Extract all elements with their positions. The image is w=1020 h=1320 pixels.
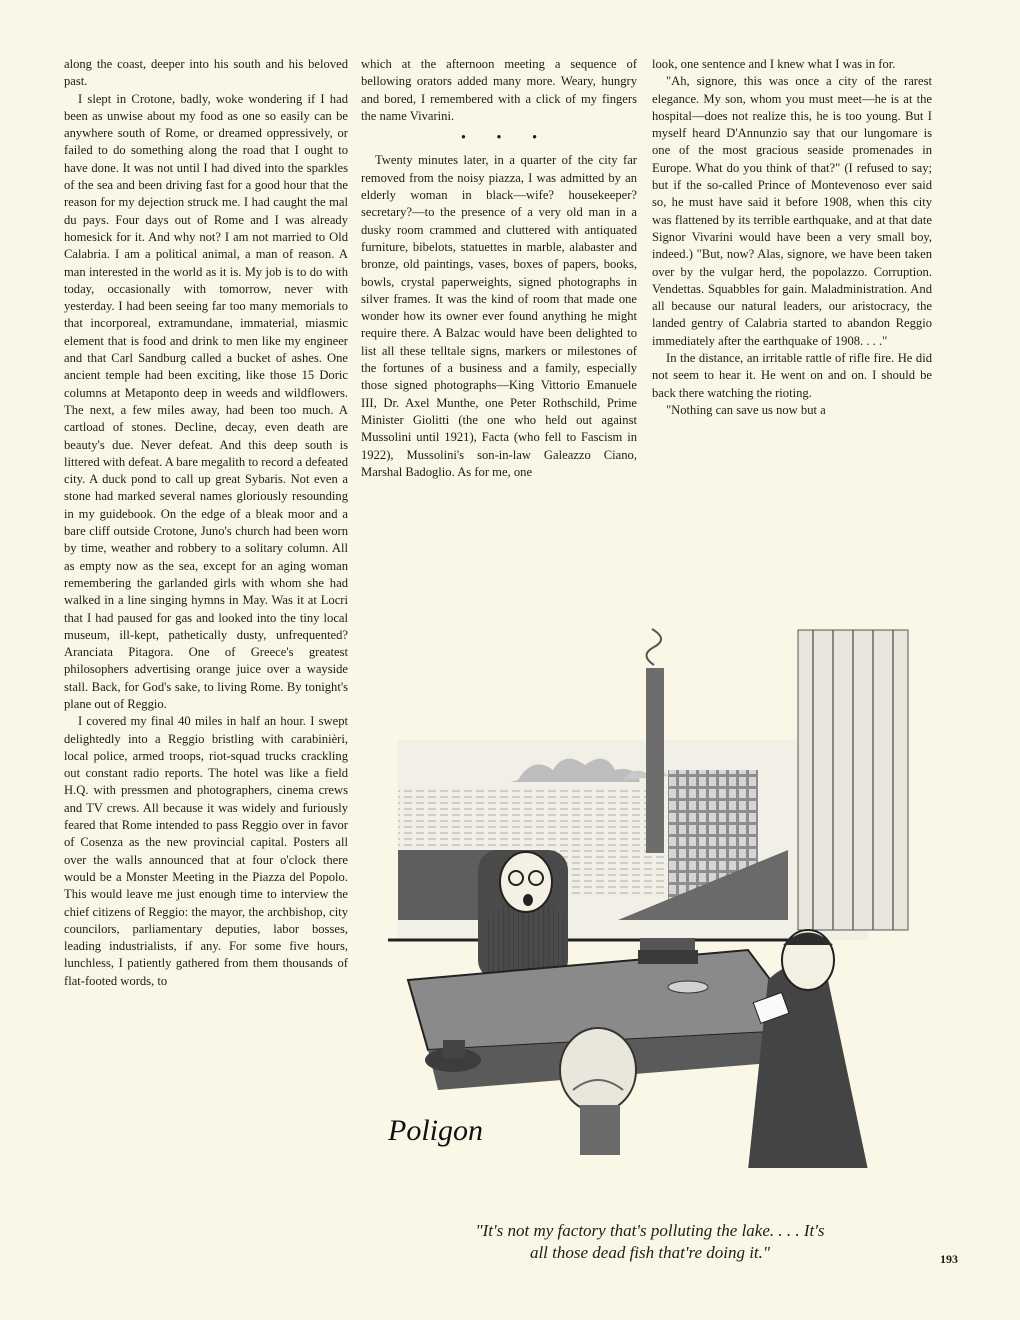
caption-line: all those dead fish that're doing it.": [529, 1243, 771, 1262]
paragraph: In the distance, an irritable rattle of rifle fire. He did not seem to hear it. He went on and on. I should be back there watching the rioting.: [652, 351, 932, 400]
factory-chimney: [646, 668, 664, 853]
paragraph: I covered my final 40 miles in half an hour. I swept delightedly into a Reggio bristling with carabinièri, local police, armed troops, riot-squad trucks crackling out constant radio reports. The hotel was like a field H.Q. with pressmen and photographers, cinema crews and TV crews. All because it was widely and furiously feared that Rome intended to pass Reggio over in favor of Cosenza as the new provincial capital. Posters all over the walls announced that at four o'clock there would be a Monster Meeting in the Piazza del Popolo. This would leave me just enough time to interview the chief citizens of Reggio: the mayor, the archbishop, city councilors, parliamentary deputies, labor bosses, leading industrialists, if any. For some five hours, lunchless, I patiently gathered from them thousands of flat-footed words, to: [64, 714, 348, 988]
article-column-3: [652, 56, 932, 419]
paragraph: Twenty minutes later, in a quarter of the city far removed from the noisy piazza, I was admitted by an elderly woman in black—wife? housekeeper? secretary?—to the presence of a very old man in a dusky room crammed and cluttered with antiquated furniture, bibelots, statuettes in marble, alabaster and bronze, old paintings, vases, boxes of papers, books, bowls, crystal paperweights, signed photographs in silver frames. It was the kind of room that made one wonder how its owner ever found anything he might require there. A Balzac would have been delighted to list all these telltale signs, markers or milestones of the fortunes of a business and a family, especially those signed photographs—King Vittorio Emanuele III, Dr. Axel Munthe, one Peter Rothschild, Prime Minister Giolitti (the one who held out against Mussolini until 1921), Facta (who fell to Fascism in 1922), Mussolini's son-in-law Galeazzo Ciano, Marshal Badoglio. As for me, one: [361, 153, 637, 479]
paragraph: look, one sentence and I knew what I was in for.: [652, 57, 896, 71]
cartoon-illustration: [368, 620, 930, 1168]
caption-line: "It's not my factory that's polluting the lake. . . . It's: [475, 1221, 825, 1240]
secretary-head: [560, 1028, 636, 1112]
paragraph: "Nothing can save us now but a: [666, 402, 826, 417]
article-column-1: [64, 56, 348, 990]
cartoon-caption: [400, 1220, 900, 1264]
article-column-2: [361, 56, 637, 481]
paragraph: along the coast, deeper into his south and his beloved past.: [64, 57, 348, 89]
paragraph: "Ah, signore, this was once a city of the rarest elegance. My son, whom you must meet—he is at the hospital—does not realize this, he is too young. But I myself heard D'Annunzio say that our lungomare is one of the most gracious seaside promenades in Europe. What do you think of that?" (I refused to say; but if the so-called Prince of Montevenoso ever said so, he must have said it before 1908, when this city was flattened by its terrible earthquake, and at that date Signor Vivarini would have been a very small boy, indeed.) "But, now? Alas, signore, we have been taken over by the vulgar herd, the popolazzo. Corruption. Vendettas. Squabbles for gain. Maladministration. And all because our natural leaders, our aristocracy, the landed gentry of Calabria started to abandon Reggio immediately after the earthquake of 1908. . . .": [652, 74, 932, 348]
page-number: 193: [940, 1252, 958, 1266]
paragraph: I slept in Crotone, badly, woke wondering if I had been as unwise about my food as one so easily can be anywhere south of Rome, or dreamed oppressively, or failed to do something along the road that I ought to have done. It was not until I had dived into the sparkles of the sea and been driving fast for a good hour that the reason for my dejection struck me. I had caught the mal du pays. Four days out of Rome and I was already homesick for it. And why not? I am not married to Old Calabria. I am a political animal, a man of reason. A man interested in the world as it is. My job is to do with today, occasionally with tomorrow, never with yesterday. I had been seeing far too many memorials to that incorporeal, extramundane, immaterial, miasmic element that is food and drink to men like my engineer and that Carl Sandburg called a bucket of ashes. One ancient temple had been exciting, like those 15 Doric columns at Metaponto deep in weeds and wildflowers. The next, a few miles away, had been too much. A cartload of stones. Decline, decay, even death are beauty's due. Never defeat. And this deep south is littered with defeat. A bare megalith to record a defeated city. A duck pond to call up great Sybaris. Not even a stone had marked several names gloriously resounding in my guidebook. On the edge of a bleak moor and a bare cliff outside Crotone, Juno's church had been worn by time, weather and robbery to a solitary column. All as empty now as the sea, except for an aging woman remembering the garlanded girls with whom she had walked in a line singing hymns in May. Was it at Locri that I had paused for gas and looked into the tiny local museum, ill-kept, pathetically dusty, unfrequented? Aranciata Pitagora. One of Greece's greatest philosophers advertising orange juice over a wayside stall. Back, for God's sake, to living Rome. By tonight's plane out of Reggio.: [64, 91, 348, 711]
artist-signature: Poligon: [388, 1114, 483, 1147]
paragraph: which at the afternoon meeting a sequence of bellowing orators added many more. Weary, hungry and bored, I remembered with a click of my fingers the name Vivarini.: [361, 57, 637, 123]
section-separator: • • •: [461, 130, 551, 145]
